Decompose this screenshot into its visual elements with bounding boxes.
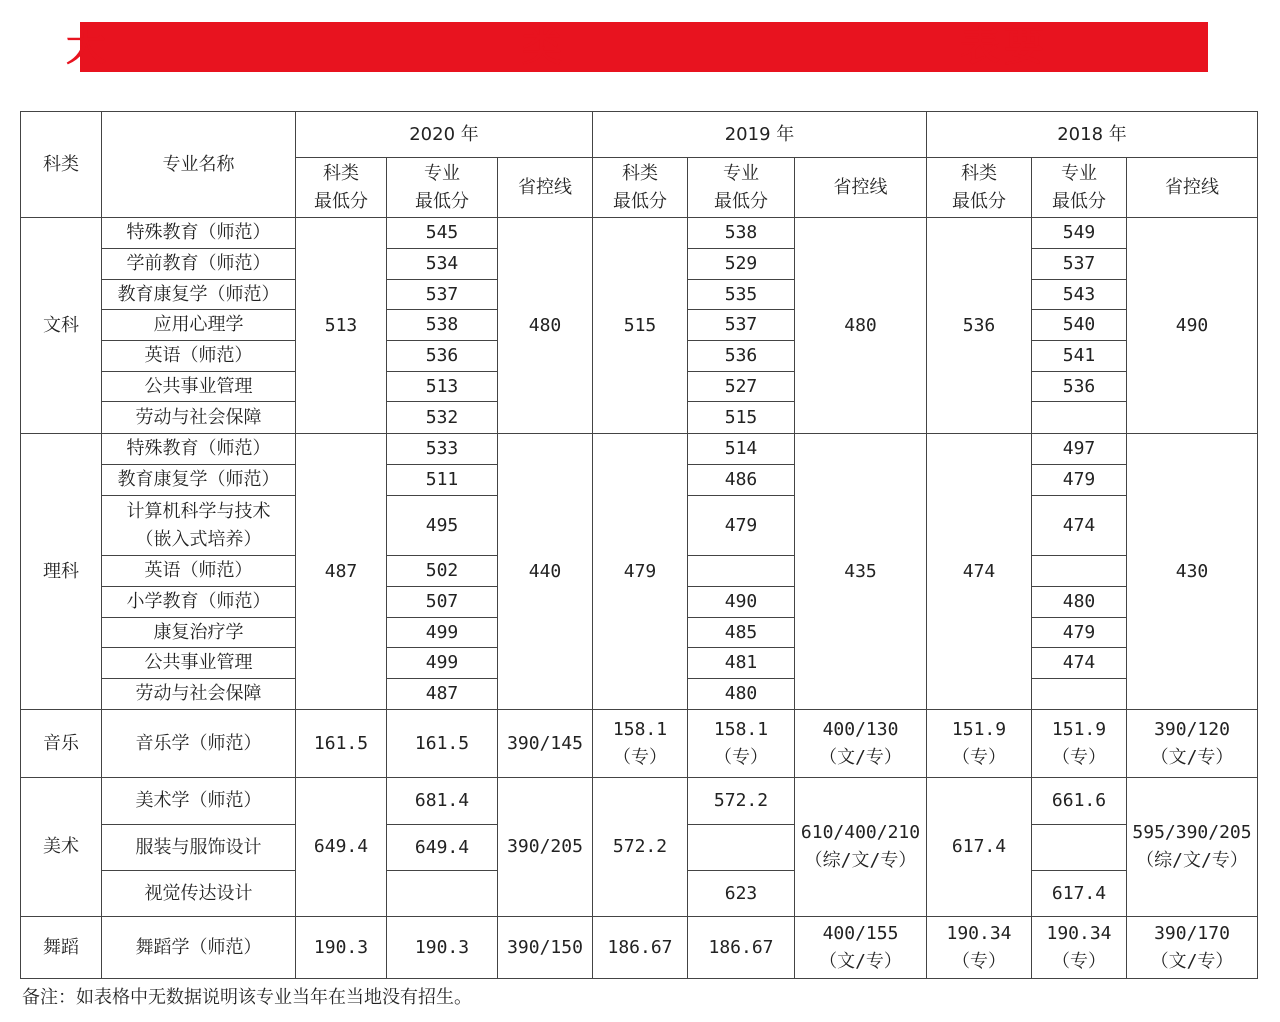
major-min-score: 515 bbox=[688, 402, 795, 434]
category-min-score: 617.4 bbox=[927, 778, 1032, 917]
category-min-score: 649.4 bbox=[296, 778, 387, 917]
major-min-score: 480 bbox=[688, 679, 795, 710]
category-label: 文科 bbox=[21, 218, 102, 434]
major-min-score: 545 bbox=[387, 218, 498, 249]
major-min-score: 536 bbox=[387, 341, 498, 372]
control-line: 390/150 bbox=[498, 917, 593, 979]
category-label: 舞蹈 bbox=[21, 917, 102, 979]
category-min-score: 513 bbox=[296, 218, 387, 434]
major-min-score: 572.2 bbox=[688, 778, 795, 825]
table-row bbox=[21, 218, 1258, 249]
major-min-score: 479 bbox=[1032, 618, 1127, 648]
major-min-score: 532 bbox=[387, 402, 498, 434]
major-name: 劳动与社会保障 bbox=[102, 679, 296, 710]
control-line: 390/120 （文/专） bbox=[1127, 710, 1258, 778]
major-name: 特殊教育（师范） bbox=[102, 218, 296, 249]
major-min-score: 543 bbox=[1032, 280, 1127, 310]
footnote: 备注：如表格中无数据说明该专业当年在当地没有招生。 bbox=[22, 987, 472, 1008]
major-name: 计算机科学与技术 （嵌入式培养） bbox=[102, 496, 296, 556]
category-min-score: 515 bbox=[593, 218, 688, 434]
major-min-score: 479 bbox=[688, 496, 795, 556]
major-name: 英语（师范） bbox=[102, 556, 296, 587]
major-min-score: 474 bbox=[1032, 496, 1127, 556]
major-min-score bbox=[1032, 679, 1127, 710]
category-label: 理科 bbox=[21, 434, 102, 710]
major-min-score: 190.3 bbox=[387, 917, 498, 979]
header-major-min: 专业 最低分 bbox=[688, 158, 795, 218]
major-min-score: 497 bbox=[1032, 434, 1127, 465]
category-min-score: 190.34 （专） bbox=[927, 917, 1032, 979]
major-name: 视觉传达设计 bbox=[102, 871, 296, 917]
major-min-score: 507 bbox=[387, 587, 498, 618]
major-name: 特殊教育（师范） bbox=[102, 434, 296, 465]
category-min-score: 158.1 （专） bbox=[593, 710, 688, 778]
header-category-min: 科类 最低分 bbox=[593, 158, 688, 218]
header-major: 专业名称 bbox=[102, 112, 296, 218]
major-name: 康复治疗学 bbox=[102, 618, 296, 648]
major-min-score: 534 bbox=[387, 249, 498, 280]
major-min-score: 537 bbox=[1032, 249, 1127, 280]
category-min-score: 151.9 （专） bbox=[927, 710, 1032, 778]
major-min-score: 533 bbox=[387, 434, 498, 465]
major-min-score: 540 bbox=[1032, 310, 1127, 341]
major-name: 公共事业管理 bbox=[102, 648, 296, 679]
major-name: 服装与服饰设计 bbox=[102, 825, 296, 871]
category-min-score: 572.2 bbox=[593, 778, 688, 917]
major-min-score: 486 bbox=[688, 465, 795, 496]
table-row bbox=[21, 434, 1258, 465]
major-name: 美术学（师范） bbox=[102, 778, 296, 825]
banner-char-2: 类 bbox=[522, 23, 562, 70]
major-min-score: 527 bbox=[688, 372, 795, 402]
major-name: 音乐学（师范） bbox=[102, 710, 296, 778]
major-min-score: 535 bbox=[688, 280, 795, 310]
major-min-score: 536 bbox=[1032, 372, 1127, 402]
major-min-score: 661.6 bbox=[1032, 778, 1127, 825]
header-control-line: 省控线 bbox=[795, 158, 927, 218]
header-category-min: 科类 最低分 bbox=[927, 158, 1032, 218]
major-min-score: 549 bbox=[1032, 218, 1127, 249]
major-min-score bbox=[387, 871, 498, 917]
control-line: 595/390/205 （综/文/专） bbox=[1127, 778, 1258, 917]
major-min-score: 495 bbox=[387, 496, 498, 556]
control-line: 400/155 （文/专） bbox=[795, 917, 927, 979]
major-min-score: 151.9 （专） bbox=[1032, 710, 1127, 778]
major-min-score: 529 bbox=[688, 249, 795, 280]
category-min-score: 190.3 bbox=[296, 917, 387, 979]
header-year-2019: 2019 年 bbox=[593, 112, 927, 158]
major-min-score: 487 bbox=[387, 679, 498, 710]
banner-char-4: 要 bbox=[1004, 23, 1044, 70]
header-major-min: 专业 最低分 bbox=[387, 158, 498, 218]
control-line: 430 bbox=[1127, 434, 1258, 710]
major-min-score: 623 bbox=[688, 871, 795, 917]
major-min-score: 481 bbox=[688, 648, 795, 679]
table-row bbox=[21, 778, 1258, 825]
control-line: 435 bbox=[795, 434, 927, 710]
category-min-score: 479 bbox=[593, 434, 688, 710]
banner-char-1: 大 bbox=[66, 23, 106, 70]
major-name: 舞蹈学（师范） bbox=[102, 917, 296, 979]
major-min-score: 480 bbox=[1032, 587, 1127, 618]
major-min-score: 541 bbox=[1032, 341, 1127, 372]
major-min-score: 499 bbox=[387, 618, 498, 648]
control-line: 480 bbox=[498, 218, 593, 434]
control-line: 480 bbox=[795, 218, 927, 434]
header-category: 科类 bbox=[21, 112, 102, 218]
table-row bbox=[21, 710, 1258, 778]
major-min-score: 513 bbox=[387, 372, 498, 402]
table-row bbox=[21, 917, 1258, 979]
major-min-score: 538 bbox=[688, 218, 795, 249]
major-min-score: 617.4 bbox=[1032, 871, 1127, 917]
category-min-score: 487 bbox=[296, 434, 387, 710]
major-min-score bbox=[1032, 556, 1127, 587]
header-category-min: 科类 最低分 bbox=[296, 158, 387, 218]
major-name: 公共事业管理 bbox=[102, 372, 296, 402]
control-line: 390/170 （文/专） bbox=[1127, 917, 1258, 979]
table-row bbox=[21, 112, 1258, 158]
banner-char-3: 表 bbox=[960, 23, 1000, 70]
major-name: 学前教育（师范） bbox=[102, 249, 296, 280]
major-min-score bbox=[688, 556, 795, 587]
major-min-score: 514 bbox=[688, 434, 795, 465]
header-major-min: 专业 最低分 bbox=[1032, 158, 1127, 218]
major-name: 小学教育（师范） bbox=[102, 587, 296, 618]
major-min-score: 479 bbox=[1032, 465, 1127, 496]
major-min-score: 474 bbox=[1032, 648, 1127, 679]
category-min-score: 474 bbox=[927, 434, 1032, 710]
major-min-score: 161.5 bbox=[387, 710, 498, 778]
major-min-score: 537 bbox=[387, 280, 498, 310]
control-line: 390/145 bbox=[498, 710, 593, 778]
category-min-score: 536 bbox=[927, 218, 1032, 434]
major-name: 英语（师范） bbox=[102, 341, 296, 372]
major-min-score: 485 bbox=[688, 618, 795, 648]
header-control-line: 省控线 bbox=[1127, 158, 1258, 218]
control-line: 490 bbox=[1127, 218, 1258, 434]
major-min-score: 190.34 （专） bbox=[1032, 917, 1127, 979]
category-min-score: 161.5 bbox=[296, 710, 387, 778]
major-min-score: 499 bbox=[387, 648, 498, 679]
control-line: 610/400/210 （综/文/专） bbox=[795, 778, 927, 917]
control-line: 440 bbox=[498, 434, 593, 710]
major-min-score: 502 bbox=[387, 556, 498, 587]
category-label: 音乐 bbox=[21, 710, 102, 778]
major-min-score: 681.4 bbox=[387, 778, 498, 825]
major-min-score bbox=[1032, 402, 1127, 434]
major-min-score: 537 bbox=[688, 310, 795, 341]
major-min-score: 158.1 （专） bbox=[688, 710, 795, 778]
major-min-score bbox=[688, 825, 795, 871]
major-min-score: 536 bbox=[688, 341, 795, 372]
major-min-score bbox=[1032, 825, 1127, 871]
major-name: 教育康复学（师范） bbox=[102, 280, 296, 310]
major-min-score: 186.67 bbox=[688, 917, 795, 979]
major-min-score: 649.4 bbox=[387, 825, 498, 871]
control-line: 390/205 bbox=[498, 778, 593, 917]
major-min-score: 511 bbox=[387, 465, 498, 496]
major-min-score: 490 bbox=[688, 587, 795, 618]
admission-score-table bbox=[20, 111, 1258, 979]
header-year-2020: 2020 年 bbox=[296, 112, 593, 158]
header-year-2018: 2018 年 bbox=[927, 112, 1258, 158]
category-min-score: 186.67 bbox=[593, 917, 688, 979]
major-name: 劳动与社会保障 bbox=[102, 402, 296, 434]
major-min-score: 538 bbox=[387, 310, 498, 341]
major-name: 应用心理学 bbox=[102, 310, 296, 341]
category-label: 美术 bbox=[21, 778, 102, 917]
major-name: 教育康复学（师范） bbox=[102, 465, 296, 496]
control-line: 400/130 （文/专） bbox=[795, 710, 927, 778]
header-control-line: 省控线 bbox=[498, 158, 593, 218]
